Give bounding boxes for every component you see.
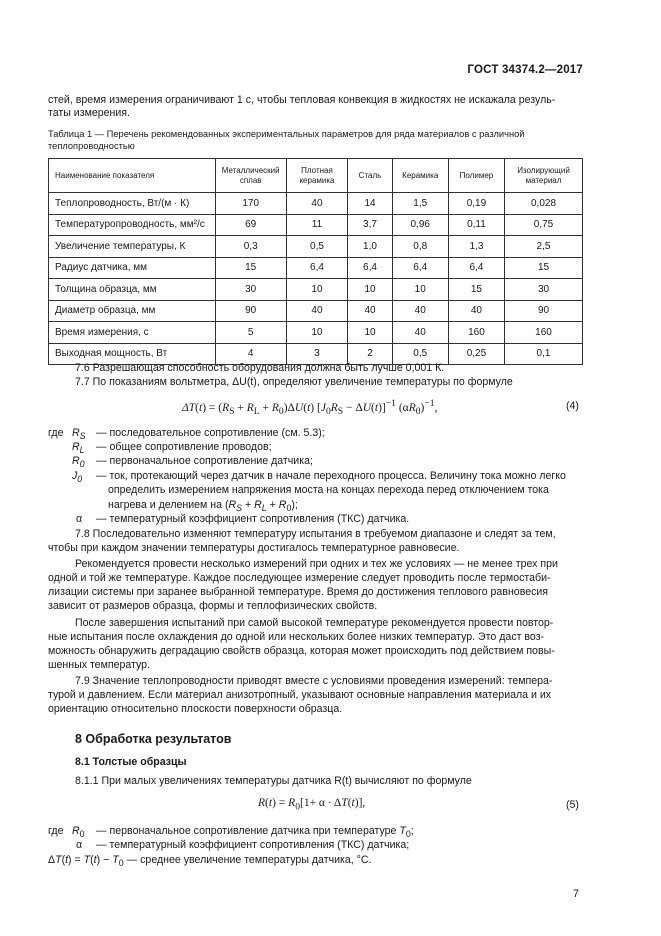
rec-line-4: зависит от размеров образца, формы и теплофизических свойств. [48, 600, 378, 612]
glossary-text-rs: — последовательное сопротивление (см. 5.3); [96, 427, 325, 439]
after-line-4: шенных температур. [48, 659, 151, 671]
table-row-label: Увеличение температуры, К [49, 236, 216, 258]
section-8-1-heading: 8.1 Толстые образцы [75, 756, 187, 768]
table-row-label: Выходная мощность, Вт [49, 343, 216, 365]
clause-8-1-1: 8.1.1 При малых увеличениях температуры датчика R(t) вычисляют по формуле [75, 775, 472, 787]
table-caption-line-1: Таблица 1 — Перечень рекомендованных экспериментальных параметров для ряда материалов с различной [48, 129, 525, 139]
table-row-label: Теплопроводность, Вт/(м · К) [49, 193, 216, 215]
page-number: 7 [573, 888, 579, 900]
formula-5-number: (5) [566, 799, 579, 811]
table-caption-line-2: теплопроводностью [48, 141, 135, 151]
clause-7-9-line-2: турой и давлением. Если материал анизотропный, указывают основные направления материала и их [48, 689, 552, 701]
glossary2-sym-alpha: α [76, 839, 83, 851]
glossary-text-alpha: — температурный коэффициент сопротивления (ТКС) датчика. [96, 513, 410, 525]
col-header-ceramic: Керамика [392, 159, 448, 193]
table-row-label: Радиус датчика, мм [49, 257, 216, 279]
where-label: где [48, 427, 64, 439]
where-label-2: где [48, 825, 64, 837]
table-cell: 1,5 [392, 193, 448, 215]
table-cell: 5 [215, 322, 286, 344]
table-cell: 15 [448, 279, 504, 301]
table-cell: 10 [286, 322, 348, 344]
table-cell: 40 [392, 322, 448, 344]
table-cell: 170 [215, 193, 286, 215]
glossary2-text-r0: — первоначальное сопротивление датчика при температуре $T_0$; [96, 825, 414, 840]
glossary-text-j0-cont-1: определить измерением напряжения моста на концах перехода перед отключением тока [108, 484, 549, 496]
col-header-parameter: Наименование показателя [49, 159, 216, 193]
table-cell: 3 [286, 343, 348, 365]
glossary-text-j0-cont-2: нагрева и делением на $(R_S + R_L + R_0)$; [108, 499, 298, 514]
intro-line-1: стей, время измерения ограничивают 1 с, чтобы тепловая конвекция в жидкостях не искажала резуль- [48, 94, 556, 106]
glossary2-sym-r0: $R_0$ [72, 825, 85, 840]
table-cell: 0,5 [286, 236, 348, 258]
table-cell: 40 [392, 300, 448, 322]
table-row-sample-diameter [49, 300, 583, 322]
glossary2-text-dt: — среднее увеличение температуры датчика, °С. [126, 854, 372, 866]
table-cell: 0,8 [392, 236, 448, 258]
table-cell: 1,3 [448, 236, 504, 258]
table-cell: 0,96 [392, 214, 448, 236]
col-header-steel: Сталь [348, 159, 392, 193]
table-cell: 4 [215, 343, 286, 365]
col-header-polymer: Полимер [448, 159, 504, 193]
table-row-label: Температуропроводность, мм²/с [49, 214, 216, 236]
glossary-sym-alpha: α [76, 513, 83, 525]
glossary-sym-j0: $J_0$ [72, 470, 83, 485]
table-cell: 0,028 [505, 193, 583, 215]
glossary-text-rl: — общее сопротивление проводов; [96, 441, 272, 453]
clause-7-9-line-3: ориентацию относительно плоскости поверхности образца. [48, 703, 343, 715]
clause-7-9-line-1: 7.9 Значение теплопроводности приводят вместе с условиями проведения измерений: темпера- [75, 675, 553, 687]
table-row-thermal-diffusivity [49, 214, 583, 236]
table-cell: 40 [448, 300, 504, 322]
clause-7-6: 7.6 Разрешающая способность оборудования должна быть лучше 0,001 К. [75, 362, 445, 374]
after-line-2: ные испытания после охлаждения до одной или нескольких более низких температур. Это даст воз- [48, 631, 545, 643]
table-cell: 40 [348, 300, 392, 322]
table-row-label: Диаметр образца, мм [49, 300, 216, 322]
rec-line-1: Рекомендуется провести несколько измерений при одних и тех же условиях — не менее трех при [75, 558, 558, 570]
table-cell: 0,1 [505, 343, 583, 365]
table-cell: 10 [348, 279, 392, 301]
table-cell: 1,0 [348, 236, 392, 258]
table-row-measurement-time [49, 322, 583, 344]
glossary-sym-rs: $R_S$ [72, 427, 86, 442]
table-cell: 30 [505, 279, 583, 301]
table-cell: 6,4 [348, 257, 392, 279]
clause-7-8-line-2: чтобы при каждом значении температуры достигалось температурное равновесие. [48, 542, 460, 554]
table-cell: 0,11 [448, 214, 504, 236]
clause-7-8-line-1: 7.8 Последовательно изменяют температуру испытания в требуемом диапазоне и следят за тем, [75, 528, 556, 540]
after-line-1: После завершения испытаний при самой высокой температуре рекомендуется провести повтор- [75, 617, 554, 629]
table-cell: 0,75 [505, 214, 583, 236]
glossary2-text-alpha: — температурный коэффициент сопротивления (ТКС) датчика; [96, 839, 410, 851]
glossary2-dt: $\Delta T(t) = T(t) - T_0$ — среднее увеличение температуры датчика, °С. [48, 854, 372, 869]
table-cell: 0,19 [448, 193, 504, 215]
after-line-3: можность обнаружить деградацию свойств образца, которая может происходить под действием повы- [48, 645, 555, 657]
table-cell: 3,7 [348, 214, 392, 236]
col-header-dense-ceramic: Плотная керамика [286, 159, 348, 193]
table-cell: 0,3 [215, 236, 286, 258]
parameters-table [48, 158, 583, 365]
table-cell: 40 [286, 193, 348, 215]
table-cell: 160 [505, 322, 583, 344]
rec-line-3: лизации системы при заранее выбранной температуре. Время до достижения теплового равновесия [48, 586, 549, 598]
table-cell: 15 [215, 257, 286, 279]
table-cell: 40 [286, 300, 348, 322]
formula-4-number: (4) [566, 400, 579, 412]
table-cell: 160 [448, 322, 504, 344]
table-cell: 11 [286, 214, 348, 236]
table-cell: 90 [505, 300, 583, 322]
table-cell: 2,5 [505, 236, 583, 258]
formula-4: $\Delta T(t) = (R_S + R_L + R_0)\Delta U(t) [J_0R_S - \Delta U(t)]^{-1}$ $(\alpha R_0)^{-1}$, [182, 398, 438, 418]
table-row-thermal-conductivity [49, 193, 583, 215]
table-cell: 69 [215, 214, 286, 236]
table-cell: 0,25 [448, 343, 504, 365]
table-cell: 10 [392, 279, 448, 301]
table-cell: 6,4 [286, 257, 348, 279]
standard-header: ГОСТ 34374.2—2017 [467, 64, 583, 76]
rec-line-2: одной и той же температуре. Каждое последующее измерение следует проводить после термостаби- [48, 572, 551, 584]
formula-5: $R(t) = R_0[1+ \alpha \cdot \Delta T(t)]$, [258, 797, 366, 813]
table-cell: 6,4 [448, 257, 504, 279]
table-row-label: Толщина образца, мм [49, 279, 216, 301]
table-row-sensor-radius [49, 257, 583, 279]
clause-7-7: 7.7 По показаниям вольтметра, ΔU(t), определяют увеличение температуры по формуле [75, 376, 513, 388]
table-row-temperature-increase [49, 236, 583, 258]
table-cell: 10 [286, 279, 348, 301]
intro-line-2: таты измерения. [48, 107, 130, 119]
glossary-sym-r0: $R_0$ [72, 455, 85, 470]
table-cell: 30 [215, 279, 286, 301]
glossary-text-j0: — ток, протекающий через датчик в начале переходного процесса. Величину тока можно легко [96, 470, 566, 482]
glossary-text-r0: — первоначальное сопротивление датчика; [96, 455, 313, 467]
glossary-sym-rl: $R_L$ [72, 441, 85, 456]
table-cell: 2 [348, 343, 392, 365]
table-cell: 6,4 [392, 257, 448, 279]
table-row-label: Время измерения, с [49, 322, 216, 344]
table-cell: 10 [348, 322, 392, 344]
table-cell: 15 [505, 257, 583, 279]
table-cell: 14 [348, 193, 392, 215]
col-header-metal-alloy: Металлический сплав [215, 159, 286, 193]
section-8-heading: 8 Обработка результатов [75, 732, 232, 746]
table-row-sample-thickness [49, 279, 583, 301]
table-cell: 90 [215, 300, 286, 322]
table-cell: 0,5 [392, 343, 448, 365]
table-header-row [49, 159, 583, 193]
col-header-insulating-material: Изолирующий материал [505, 159, 583, 193]
